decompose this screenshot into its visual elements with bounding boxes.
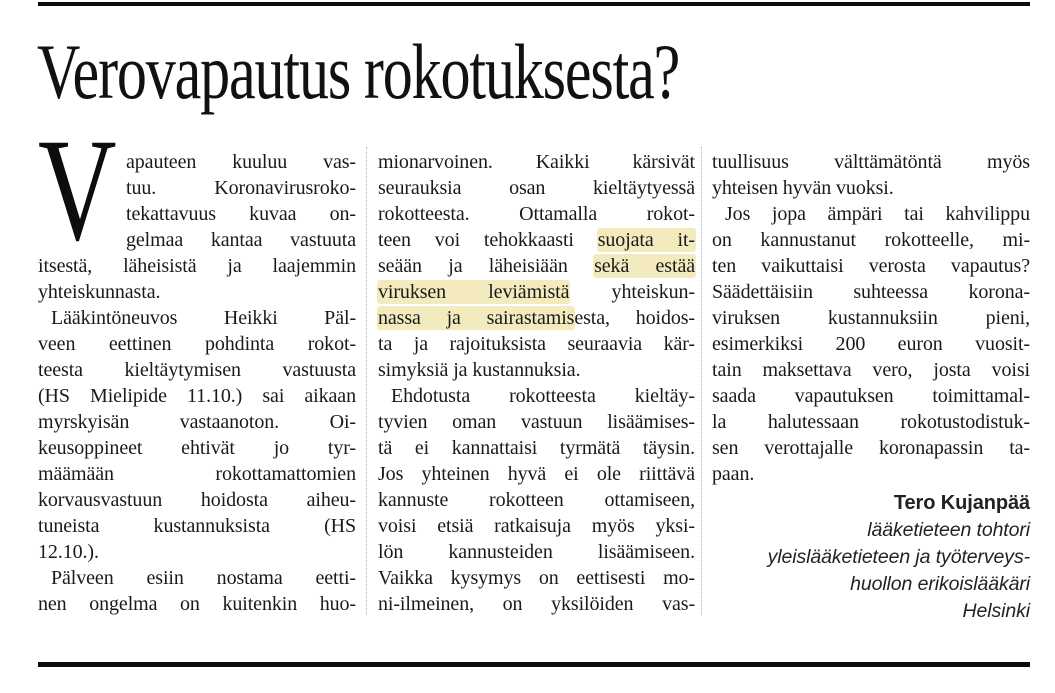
text-segment: Ehdotusta rokotteesta kieltäy- (391, 385, 695, 407)
text-segment: myrskyisän vastaanoton. Oi- (38, 411, 356, 433)
text-line (38, 409, 356, 435)
text-segment: yhteisen hyvän vuoksi. (712, 177, 894, 199)
text-line (378, 331, 695, 357)
author-credential: yleislääketieteen ja työterveys- (767, 546, 1030, 568)
text-line (378, 227, 695, 253)
text-segment: rokotteesta. Ottamalla rokot- (378, 203, 695, 225)
column-3 (712, 149, 1030, 625)
text-line (712, 461, 1030, 487)
text-segment: seurauksia osan kieltäytyessä (378, 177, 695, 199)
text-segment: itsestä, läheisistä ja laajemmin (38, 255, 356, 277)
text-segment: viruksen kustannuksiin pieni, (712, 307, 1030, 329)
text-segment: apauteen kuuluu vas- (126, 151, 356, 173)
text-line (38, 279, 356, 305)
text-line (38, 513, 356, 539)
text-line (38, 331, 356, 357)
text-segment: kannuste rokotteen ottamiseen, (378, 489, 695, 511)
text-segment: korvausvastuun hoidosta aiheu- (38, 489, 356, 511)
text-line (378, 383, 695, 409)
column-divider-1 (366, 147, 367, 615)
text-segment: saada vapautuksen toimittamal- (712, 385, 1030, 407)
text-segment: Pälveen esiin nostama eetti- (51, 567, 356, 589)
highlighted-text: sekä estää (594, 255, 696, 277)
text-line (712, 331, 1030, 357)
text-line (38, 539, 356, 565)
highlighted-text: viruksen leviämistä (378, 281, 570, 303)
text-segment: mionarvoinen. Kaikki kärsivät (378, 151, 695, 173)
text-segment: tuu. Koronavirusroko- (126, 177, 356, 199)
text-line (712, 253, 1030, 279)
text-line (378, 409, 695, 435)
text-segment: Lääkintöneuvos Heikki Päl- (51, 307, 356, 329)
author-credential: lääketieteen tohtori (867, 519, 1030, 541)
author-credential: huollon erikoislääkäri (850, 573, 1030, 595)
text-segment: yhteiskunnasta. (38, 281, 161, 303)
column-1 (38, 108, 356, 617)
text-segment: tuneista kustannuksista (HS (38, 515, 356, 537)
text-line (712, 279, 1030, 305)
drop-cap: V (38, 108, 117, 271)
text-segment: teesta kieltäytymisen vastuusta (38, 359, 356, 381)
top-rule (38, 2, 1030, 6)
text-segment: on kannustanut rokotteelle, mi- (712, 229, 1030, 251)
text-segment: paan. (712, 463, 755, 485)
author-name: Tero Kujanpää (893, 492, 1030, 514)
highlighted-text: nassa ja sairastamis (378, 307, 575, 329)
text-line (712, 357, 1030, 383)
text-line (378, 305, 695, 331)
text-segment: yhteiskun- (569, 281, 695, 303)
text-segment: tyvien oman vastuun lisäämises- (378, 411, 695, 433)
column-2 (378, 149, 695, 617)
text-segment: lön kannusteiden lisäämiseen. (378, 541, 695, 563)
text-segment: ta ja rajoituksista seuraavia kär- (378, 333, 695, 355)
text-line (378, 591, 695, 617)
text-segment: (HS Mielipide 11.10.) sai aikaan (38, 385, 356, 407)
text-segment: Jos jopa ämpäri tai kahvilippu (725, 203, 1030, 225)
signature-block (712, 490, 1030, 625)
column-divider-2 (701, 147, 702, 615)
text-line (712, 175, 1030, 201)
text-segment: voisi etsiä ratkaisuja myös yksi- (378, 515, 695, 537)
text-segment: esimerkiksi 200 euron vuosit- (712, 333, 1030, 355)
text-line (38, 383, 356, 409)
text-segment: Jos yhteinen hyvä ei ole riittävä (378, 463, 695, 485)
text-segment: sen verottajalle koronapassin ta- (712, 437, 1030, 459)
text-segment: seään ja läheisiään (378, 255, 595, 277)
text-segment: ten vaikuttaisi verosta vapautus? (712, 255, 1030, 277)
text-segment: Säädettäisiin suhteessa korona- (712, 281, 1030, 303)
text-line (38, 591, 356, 617)
text-segment: tekattavuus kuvaa on- (126, 203, 356, 225)
text-line (378, 175, 695, 201)
text-segment: 12.10.). (38, 541, 99, 563)
text-segment: tain maksettava vero, josta voisi (712, 359, 1030, 381)
text-line (378, 461, 695, 487)
text-segment: tä ei kannattaisi tyrmätä täysin. (378, 437, 695, 459)
bottom-rule (38, 662, 1030, 667)
text-line (378, 279, 695, 305)
text-line (378, 565, 695, 591)
highlighted-text: suojata it- (597, 229, 695, 251)
text-line (712, 227, 1030, 253)
text-segment: gelmaa kantaa vastuuta (126, 229, 356, 251)
text-line (712, 383, 1030, 409)
text-line (38, 461, 356, 487)
text-line (712, 435, 1030, 461)
article-headline: Verovapautus rokotuksesta? (37, 28, 680, 115)
text-segment: la halutessaan rokotustodistuk- (712, 411, 1030, 433)
text-segment: esta, hoidos- (574, 307, 695, 329)
text-line (378, 435, 695, 461)
text-line (38, 357, 356, 383)
text-segment: teen voi tehokkaasti (378, 229, 598, 251)
text-line (378, 487, 695, 513)
text-line (712, 409, 1030, 435)
text-line (378, 149, 695, 175)
text-line (378, 357, 695, 383)
text-segment: veen eettinen pohdinta rokot- (38, 333, 356, 355)
author-credential: Helsinki (962, 600, 1030, 622)
text-line (378, 253, 695, 279)
text-line (712, 305, 1030, 331)
text-line (378, 539, 695, 565)
text-line (378, 513, 695, 539)
text-segment: tuullisuus välttämätöntä myös (712, 151, 1030, 173)
text-segment: keusoppineet ehtivät jo tyr- (38, 437, 356, 459)
text-line (38, 487, 356, 513)
text-segment: määmään rokottamattomien (38, 463, 356, 485)
text-segment: nen ongelma on kuitenkin huo- (38, 593, 356, 615)
text-segment: ni-ilmeinen, on yksilöiden vas- (378, 593, 695, 615)
text-line (712, 149, 1030, 175)
text-line (378, 201, 695, 227)
text-segment: simyksiä ja kustannuksia. (378, 359, 581, 381)
text-line (38, 435, 356, 461)
text-line (38, 305, 356, 331)
text-line (38, 565, 356, 591)
text-segment: Vaikka kysymys on eettisesti mo- (378, 567, 695, 589)
text-line (712, 201, 1030, 227)
